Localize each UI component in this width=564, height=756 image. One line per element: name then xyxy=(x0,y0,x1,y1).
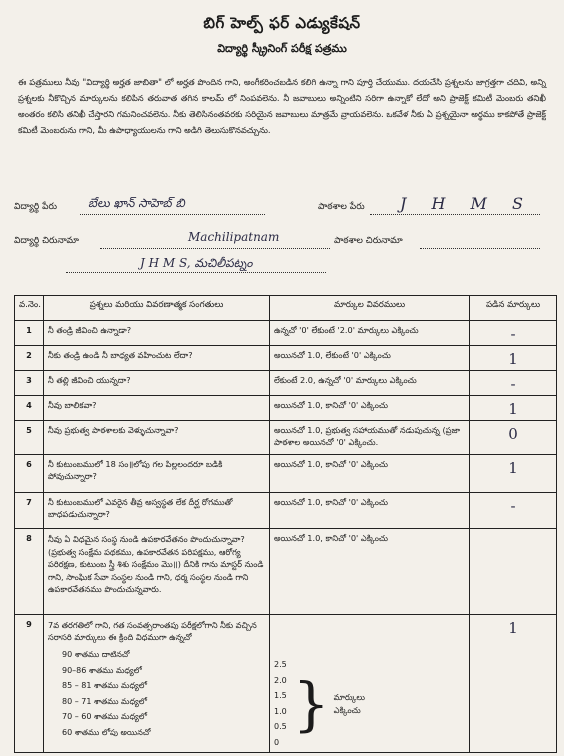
marks-scale xyxy=(274,657,465,750)
screening-questions-table xyxy=(14,295,557,753)
row-score[interactable] xyxy=(470,529,557,615)
row-question-cell xyxy=(44,615,270,753)
col-header-marks-obtained: పడిన మార్కులు xyxy=(470,296,557,321)
band-item: 85 – 81 శాతము మధ్యలో xyxy=(62,681,147,690)
student-name-label: విద్యార్థి పేరు xyxy=(14,202,57,212)
student-address-line xyxy=(100,248,330,249)
row-score[interactable]: - xyxy=(470,493,557,529)
school-name-value[interactable]: J H M S xyxy=(400,194,533,213)
row-number: 4 xyxy=(15,396,44,421)
table-row xyxy=(15,346,557,371)
row-number: 9 xyxy=(15,615,44,753)
marks-scale-values xyxy=(274,657,287,750)
row-question: 7వ తరగతిలో గాని, గత సంవత్సరాంతపు పరీక్షలోగాని నీకు వచ్చిన సరాసరి మార్కులు ఈ క్రింది విధముగా ఉన్నచో xyxy=(48,620,257,642)
table-row xyxy=(15,396,557,421)
row-marks-rule: ఉన్నచో '0' లేకుంటే '2.0' మార్కులు ఎక్కించు xyxy=(270,321,470,346)
school-name-line xyxy=(370,214,540,215)
scale-value: 1.0 xyxy=(274,706,287,716)
percentage-bands xyxy=(62,647,265,740)
row-score[interactable]: 1 xyxy=(470,346,557,371)
row-marks-rule: అయినచో 1.0, కానిచో '0' ఎక్కించు xyxy=(270,396,470,421)
table-row xyxy=(15,493,557,529)
row-question: నీకు తండ్రి ఉండి నీ బాధ్యత వహించుట లేదా? xyxy=(44,346,270,371)
school-address-value[interactable]: J H M S, మచిలీపట్నం xyxy=(140,256,253,270)
row-marks-rule: అయినచో 1.0, ప్రభుత్వ సహాయముతో నడుపుచున్న (ప్రజా పాఠశాల అయినచో '0' ఎక్కించు. xyxy=(270,421,470,455)
row-question: నీవు ప్రభుత్వ పాఠశాలకు వెళ్ళుచున్నావా? xyxy=(44,421,270,455)
col-header-question: ప్రశ్నలు మరియు వివరణాత్మక సంగతులు xyxy=(44,296,270,321)
row-question: నీ తండ్రి జీవించి ఉన్నాడా? xyxy=(44,321,270,346)
student-address-label: విద్యార్థి చిరునామా xyxy=(14,236,79,246)
row-question: నీ తల్లి జీవించి యున్నదా? xyxy=(44,371,270,396)
row-number: 2 xyxy=(15,346,44,371)
school-address-line xyxy=(420,248,540,249)
band-item: 80 – 71 శాతము మధ్యలో xyxy=(62,696,147,706)
table-row xyxy=(15,455,557,493)
scale-value: 2.0 xyxy=(274,675,287,685)
col-header-serial: వ.నెం. xyxy=(15,296,44,321)
row-number: 8 xyxy=(15,529,44,615)
form-subtitle: విద్యార్థి స్క్రీనింగ్ పరీక్ష పత్రము xyxy=(217,42,347,55)
row-marks-rule: అయినచో 1.0, లేకుంటే '0' ఎక్కించు xyxy=(270,346,470,371)
band-item: 60 శాతము లోపు అయినచో xyxy=(62,727,151,737)
table-header-row xyxy=(15,296,557,321)
col-header-marks-detail: మార్కుల వివరములు xyxy=(270,296,470,321)
scale-value: 2.5 xyxy=(274,660,287,669)
band-item: 90 శాతము దాటినచో xyxy=(62,650,130,659)
student-name-line xyxy=(80,214,265,215)
row-number: 7 xyxy=(15,493,44,529)
table-row xyxy=(15,371,557,396)
scale-value: 1.5 xyxy=(274,691,287,700)
row-marks-rule: అయినచో 1.0, కానిచో '0' ఎక్కించు xyxy=(270,529,470,615)
student-address-value[interactable]: Machilipatnam xyxy=(188,230,280,244)
student-name-value[interactable]: బేలు ఖాన్ సాహెబ్ బి xyxy=(88,196,185,210)
row-marks-rule: అయినచో 1.0, కానిచో '0' ఎక్కించు xyxy=(270,493,470,529)
row-question: నీవు ఏ విధమైన సంస్థ నుండి ఉపకారవేతనం పొందుచున్నావా? (ప్రభుత్వ సంక్షేమ పథకము, ఉపకారవేతన పరిపక్షము, ఆరోగ్య పరిరక్షణ, కుటుంబ స్త్రీ శిశు సంక్షేమం మొ॥) దీనికి గాను మాస్టర్ నుండి గాని, సాంఘిక సేవా సంస్థల నుండి గాని, ధర్మ సంస్థల నుండి గాని ఉపకారవేతనము పొందుచున్నవారు. xyxy=(44,529,270,615)
school-address-label: పాఠశాల చిరునామా xyxy=(334,236,403,246)
scale-value: 0.5 xyxy=(274,722,287,731)
row-number: 6 xyxy=(15,455,44,493)
row-number: 1 xyxy=(15,321,44,346)
table-row xyxy=(15,421,557,455)
band-item: 70 – 60 శాతము మధ్యలో xyxy=(62,712,147,721)
table-row xyxy=(15,529,557,615)
row-score[interactable]: - xyxy=(470,371,557,396)
row-score[interactable]: 1 xyxy=(470,396,557,421)
row-score[interactable]: 1 xyxy=(470,615,557,753)
scale-label: మార్కులు ఎక్కించు xyxy=(333,691,365,715)
school-name-label: పాఠశాల పేరు xyxy=(318,202,365,212)
row-question: నీవు బాలికవా? xyxy=(44,396,270,421)
row-question: నీ కుటుంబములో 18 సం॥లోపు గల పిల్లలందరూ బడికి పోవుచున్నారా? xyxy=(44,455,270,493)
table-row xyxy=(15,321,557,346)
row-marks-rule: లేకుంటే 2.0, ఉన్నచో '0' మార్కులు ఎక్కించు xyxy=(270,371,470,396)
row-marks-rule: అయినచో 1.0, కానిచో '0' ఎక్కించు xyxy=(270,455,470,493)
table-row xyxy=(15,615,557,753)
row-number: 3 xyxy=(15,371,44,396)
row-score[interactable]: 1 xyxy=(470,455,557,493)
right-brace-icon: } xyxy=(292,669,330,738)
scale-value: 0 xyxy=(274,737,280,747)
row-score[interactable]: 0 xyxy=(470,421,557,455)
form-title: బిగ్ హెల్ప్ ఫర్ ఎడ్యుకేషన్ xyxy=(203,14,361,32)
row-marks-rule-cell xyxy=(270,615,470,753)
row-number: 5 xyxy=(15,421,44,455)
row-score[interactable]: - xyxy=(470,321,557,346)
instructions-paragraph: ఈ పత్రములు నీవు "విద్యార్థి అర్హత జాబితా" లో అర్హత పొందిన గాని, అంగీకరించబడిన కలిగి ఉన్నా గాని పూర్తి చేయుము. దయచేసి ప్రశ్నలను జాగ్రత్తగా చదివి, అన్ని ప్రశ్నలకు నీకొచ్చిన మార్కులను కలిపిన తరువాత తగిన కాలమ్ లో నింపవలెను. నీ జవాబులు అన్నింటిని సరిగా ఉన్నాకో లేదో అని ప్రాజెక్ట్ కమిటీ మెంబరు తనిఖీ అంతరం కలిసి తనిఖీ చేస్తారని గమనించవలెను. నీకు తెలిసినంతవరకు సరియైన జవాబులు మాత్రమే వ్రాయవలెను. ఒకవేళ నీకు ఏ ప్రశ్నయైనా అర్థము కాకపోతే ప్రాజెక్ట్ కమిటీ మెంబరును గాని, మీ ఉపాధ్యాయులను గాని అడిగి తెలుసుకొనవచ్చును. xyxy=(18,77,546,135)
row-question: నీ కుటుంబములో ఎవరైన తీవ్ర అస్వస్థత లేక దీర్ఘ రోగముతో బాధపడుచున్నారా? xyxy=(44,493,270,529)
band-item: 90–86 శాతము మధ్యలో xyxy=(62,665,142,675)
